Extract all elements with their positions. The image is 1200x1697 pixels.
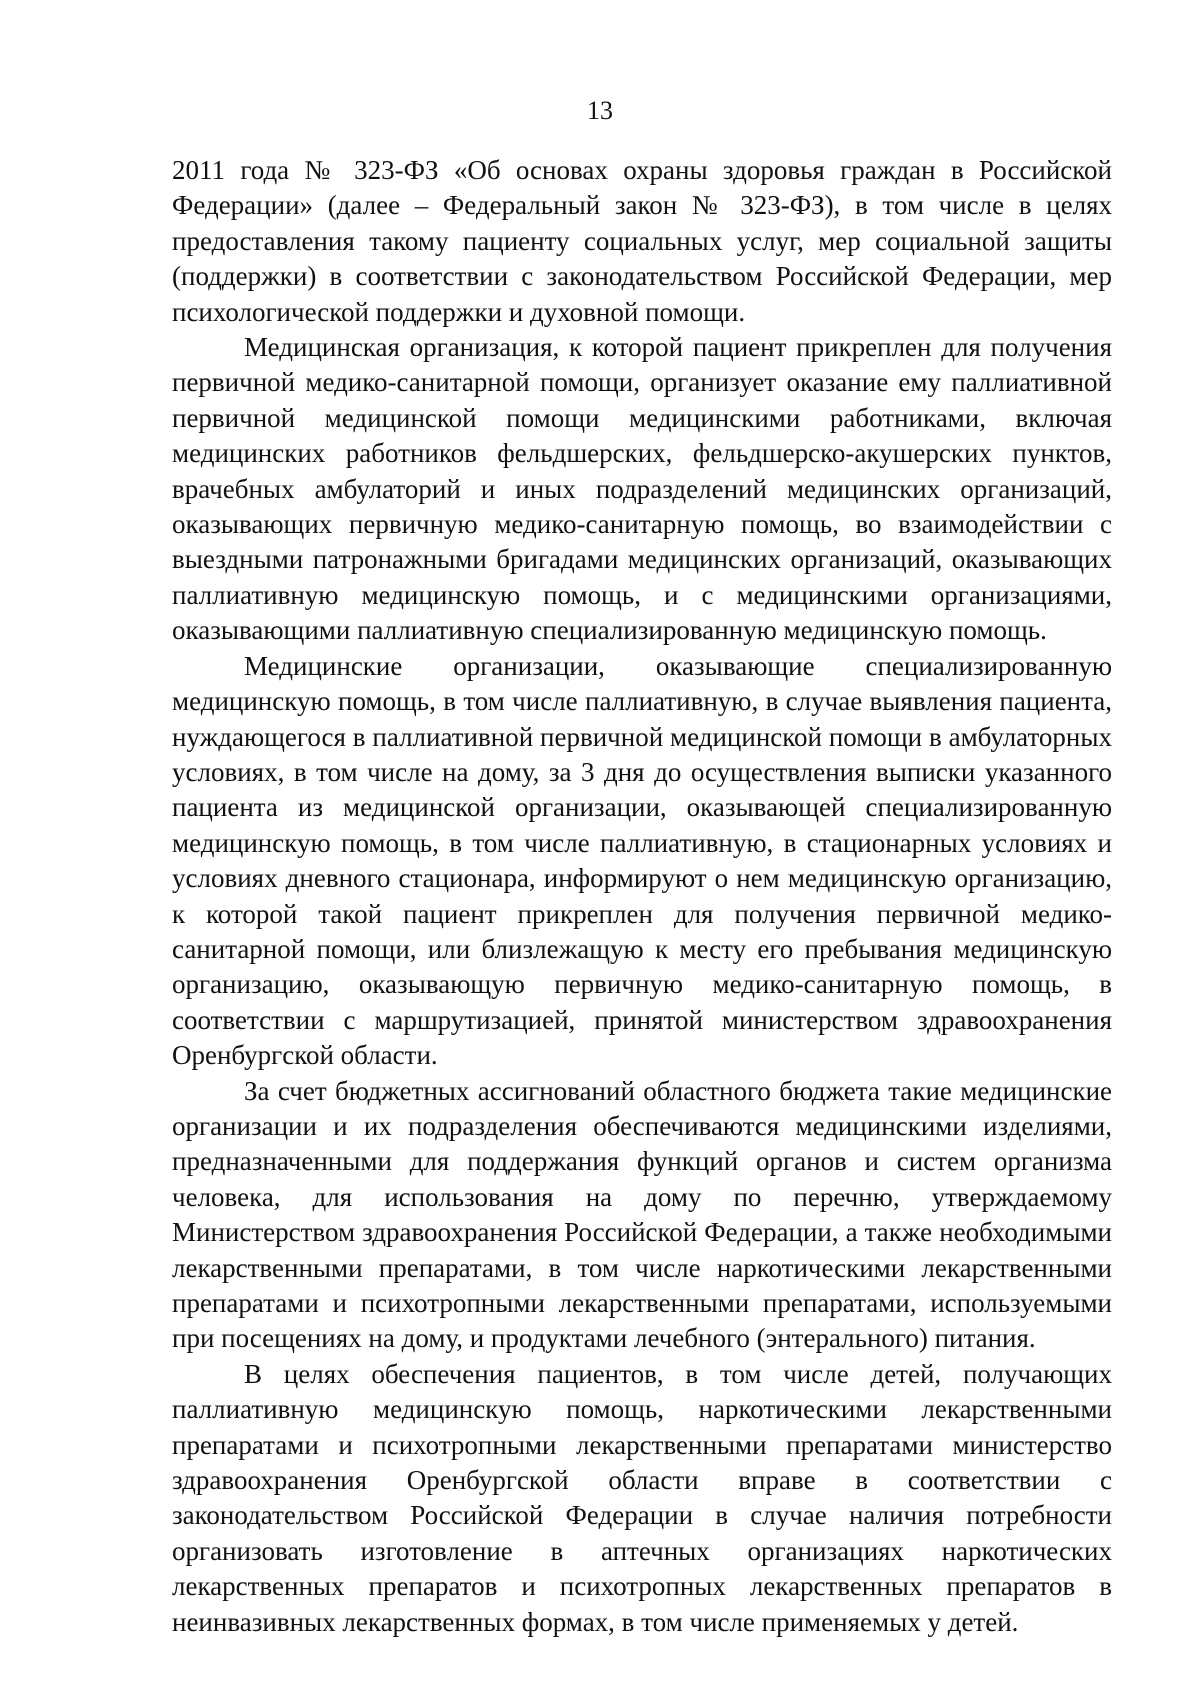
paragraph-4: За счет бюджетных ассигнований областного бюджета такие медицинские организации и их подразделения обеспечиваются медицинскими изделиями, предназначенными для поддержания функций органов и систем организма человека, для использования на дому по перечню, утверждаемому Министерством здравоохранения Российской Федерации, а также необходимыми лекарственными препаратами, в том числе наркотическими лекарственными препаратами и психотропными лекарственными препаратами, используемыми при посещениях на дому, и продуктами лечебного (энтерального) питания.: [172, 1075, 1112, 1354]
paragraph-2: Медицинская организация, к которой пациент прикреплен для получения первичной медико-санитарной помощи, организует оказание ему паллиативной первичной медицинской помощи медицинскими работниками, включая медицинских работников фельдшерских, фельдшерско-акушерских пунктов, врачебных амбулаторий и иных подразделений медицинских организаций, оказывающих первичную медико-санитарную помощь, во взаимодействии с выездными патронажными бригадами медицинских организаций, оказывающих паллиативную медицинскую помощь, и с медицинскими организациями, оказывающими паллиативную специализированную медицинскую помощь.: [172, 332, 1112, 646]
paragraph-5: В целях обеспечения пациентов, в том числе детей, получающих паллиативную медицинскую помощь, наркотическими лекарственными препаратами и психотропными лекарственными препаратами министерство здравоохранения Оренбургской области вправе в соответствии с законодательством Российской Федерации в случае наличия потребности организовать изготовление в аптечных организациях наркотических лекарственных препаратов и психотропных лекарственных препаратов в неинвазивных лекарственных формах, в том числе применяемых у детей.: [172, 1358, 1112, 1637]
paragraph-1: 2011 года № 323-ФЗ «Об основах охраны здоровья граждан в Российской Федерации» (далее – Федеральный закон № 323-ФЗ), в том числе в целях предоставления такому пациенту социальных услуг, мер социальной защиты (поддержки) в соответствии с законодательством Российской Федерации, мер психологической поддержки и духовной помощи.: [172, 155, 1112, 327]
document-body: [172, 153, 1112, 1640]
page-number: 13: [587, 96, 613, 125]
paragraph-3: Медицинские организации, оказывающие специализированную медицинскую помощь, в том числе паллиативную, в случае выявления пациента, нуждающегося в паллиативной первичной медицинской помощи в амбулаторных условиях, в том числе на дому, за 3 дня до осуществления выписки указанного пациента из медицинской организации, оказывающей специализированную медицинскую помощь, в том числе паллиативную, в стационарных условиях и условиях дневного стационара, информируют о нем медицинскую организацию, к которой такой пациент прикреплен для получения первичной медико-санитарной помощи, или близлежащую к месту его пребывания медицинскую организацию, оказывающую первичную медико-санитарную помощь, в соответствии с маршрутизацией, принятой министерством здравоохранения Оренбургской области.: [172, 650, 1112, 1071]
